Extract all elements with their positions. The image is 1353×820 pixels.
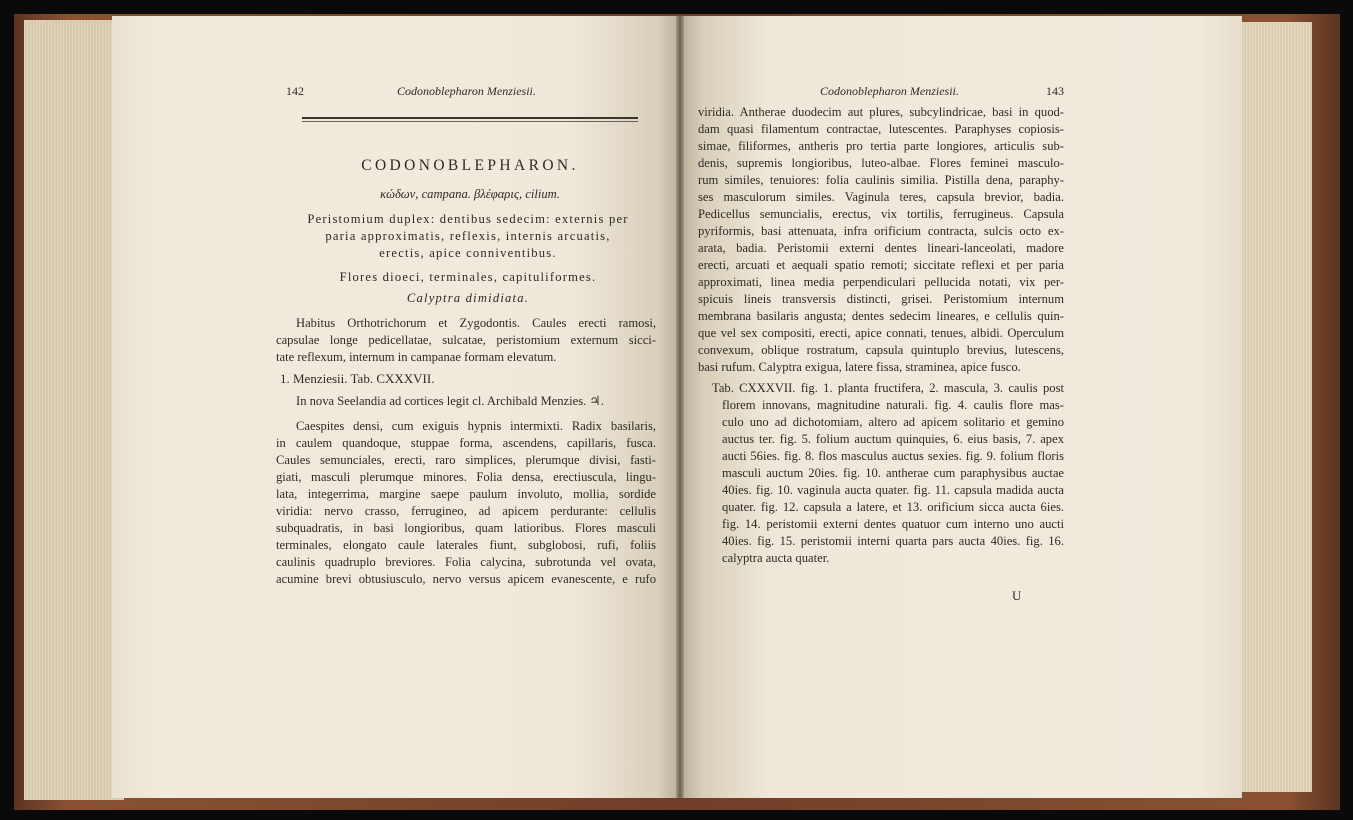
habitus-line-2: capsulae longe pedicellatae, sulcatae, peristomium externum sicci- (276, 333, 656, 347)
tab-line-9: fig. 14. peristomii externi dentes quatuor cum interno uno aucti (722, 517, 1064, 531)
description-left-line-4: giati, masculi plerumque minores. Folia densa, erectiuscula, lingu- (276, 470, 656, 484)
tab-line-4: auctus ter. fig. 5. folium auctum quinquies, 6. eius basis, 7. apex (722, 432, 1064, 446)
tab-line-10: 40ies. fig. 15. peristomii interni quarta pars aucta 40ies. fig. 16. (722, 534, 1064, 548)
description-right-line-11: approximati, linea media perpendiculari pellucida notati, vix per- (698, 275, 1064, 289)
habitus-line-3: tate reflexum, internum in campanae formam elevatum. (276, 350, 557, 364)
tab-line-2: florem innovans, magnitudine naturali. fig. 4. caulis flore mas- (722, 398, 1064, 412)
description-left-line-5: lata, integerrima, margine saepe paulum involuto, mollia, sordide (276, 487, 656, 501)
tab-line-8: quater. fig. 12. capsula a latere, et 13. orificium sicca aucta 6ies. (722, 500, 1064, 514)
header-rule-thick (302, 117, 638, 119)
description-right-line-8: pyriformis, basi attenuata, infra orificium contracta, sulcis octo ex- (698, 224, 1064, 238)
description-right-line-5: rum similes, tenuiores: folia caulinis similia. Pistilla dena, paraphy- (698, 173, 1064, 187)
habitus-line-1: Habitus Orthotrichorum et Zygodontis. Caules erecti ramosi, (296, 316, 656, 330)
page-number-right: 143 (1046, 84, 1064, 98)
description-left-line-6: viridia: nervo crasso, ferrugineo, ad apicem perdurante: cellulis (276, 504, 656, 518)
description-right-line-1: viridia. Antherae duodecim aut plures, subcylindricae, basi in quod- (698, 105, 1064, 119)
running-head-left: Codonoblepharon Menziesii. (397, 84, 536, 98)
tab-line-1: Tab. CXXXVII. fig. 1. planta fructifera, 2. mascula, 3. caulis post (712, 381, 1064, 395)
page-number-left: 142 (286, 84, 304, 98)
description-left-line-9: caulinis quadruplo breviores. Folia calycina, subrotunda vel ovata, (276, 555, 656, 569)
description-left-line-2: in caulem quandoque, stuppae forma, ascendens, capillaris, fusca. (276, 436, 656, 450)
book-gutter (676, 16, 684, 798)
description-left-line-8: terminales, elongato caule laterales fiunt, subglobosi, rufi, foliis (276, 538, 656, 552)
description-right-line-4: denis, supremis longioribus, luteo-albae. Flores feminei masculo- (698, 156, 1064, 170)
peristomium-line-3: erectis, apice conniventibus. (379, 246, 557, 260)
description-right-line-9: arata, badia. Peristomii externi dentes lineari-lanceolati, madore (698, 241, 1064, 255)
description-right-line-14: que vel sex compositi, erecti, apice connati, tenues, albidi. Operculum (698, 326, 1064, 340)
description-right-line-2: dam quasi filamentum contractae, lutescentes. Paraphyses copiosis- (698, 122, 1064, 136)
peristomium-line-1: Peristomium duplex: dentibus sedecim: externis per (307, 212, 629, 226)
etymology: κώδων, campana. βλέφαρις, cilium. (380, 187, 560, 201)
peristomium-line-2: paria approximatis, reflexis, internis arcuatis, (325, 229, 611, 243)
tab-line-3: culo uno ad dichotomiam, altero ad apicem solitario et gemino (722, 415, 1064, 429)
description-right-line-16: basi rufum. Calyptra exigua, latere fissa, straminea, apice fusco. (698, 360, 1021, 374)
description-right-line-10: erecti, arcuati et aequali spatio remoti; siccitate reflexi et per paria (698, 258, 1064, 272)
running-head-right: Codonoblepharon Menziesii. (820, 84, 959, 98)
header-rule-thin (302, 121, 638, 122)
tab-line-6: masculi auctum 20ies. fig. 10. antherae cum paraphysibus auctae (722, 466, 1064, 480)
calyptra-line: Calyptra dimidiata. (406, 291, 530, 305)
description-left-line-10: acumine brevi obtusiusculo, nervo versus apicem evanescente, e rufo (276, 572, 656, 586)
description-left-line-7: subquadratis, in basi longioribus, quam latioribus. Flores masculi (276, 521, 656, 535)
flores-line: Flores dioeci, terminales, capituliformes. (339, 270, 597, 284)
description-right-line-12: spicuis lineis transversis distincti, grisei. Peristomium internum (698, 292, 1064, 306)
description-right-line-13: membrana basilaris angusta; dentes sedecim lineares, e cellulis quin- (698, 309, 1064, 323)
species-heading: 1. Menziesii. Tab. CXXXVII. (280, 371, 435, 386)
signature-mark: U (1012, 588, 1022, 603)
description-right-line-3: simae, filiformes, antheris pro tertia parte longiores, articulis sub- (698, 139, 1064, 153)
locality-line: In nova Seelandia ad cortices legit cl. Archibald Menzies. ♃. (296, 394, 604, 408)
genus-title: CODONOBLEPHARON. (361, 157, 579, 174)
description-right-line-6: ses masculorum similes. Vaginula teres, capsula brevior, badia. (698, 190, 1064, 204)
tab-line-5: aucti 56ies. fig. 8. flos masculus auctus sexies. fig. 9. folium floris (722, 449, 1064, 463)
description-left-line-3: Caules semunciales, erecti, raro simplices, plerumque divisi, fasti- (276, 453, 656, 467)
tab-line-7: 40ies. fig. 10. vaginula aucta quater. fig. 11. capsula madida aucta (722, 483, 1064, 497)
description-right-line-15: convexum, oblique rostratum, capsula quintuplo brevius, lutescens, (698, 343, 1064, 357)
description-left-line-1: Caespites densi, cum exiguis hypnis intermixti. Radix basilaris, (296, 419, 656, 433)
description-right-line-7: Pedicellus semuncialis, erectus, vix tortilis, ferrugineus. Capsula (698, 207, 1064, 221)
page-edges-left (24, 20, 124, 800)
tab-line-11: calyptra aucta quater. (722, 551, 830, 565)
